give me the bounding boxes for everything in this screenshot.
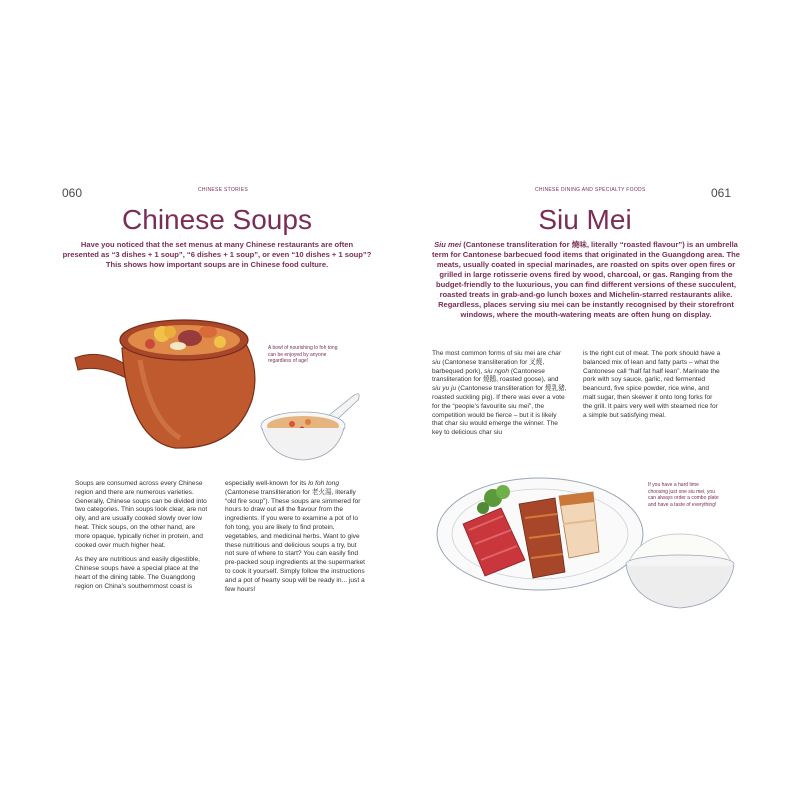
term-char-siu: char siu — [432, 350, 561, 366]
left-column-1 — [75, 480, 210, 598]
text-run: (Cantonese transliteration for 老火湯, literally “old fire soup”). These soups are simmered for hours to draw out all the flavour from the ingredients. If you were to examine a pot of lo foh tong, you are likely to find protein, vegetables, and medicinal herbs. Want to give these nutritious and delicious soups a try, but not sure of where to start? You can easily find pre-packed soup ingredients at the supermarket to cook it yourself. Simply follow the instructions and a pot of hearty soup will be ready in... just a few hours! — [225, 488, 366, 593]
siu-mei-image-caption: If you have a hard time choosing just one siu mei, you can always order a combo plate and have a taste of everything! — [648, 482, 719, 508]
intro-chinese-soups: Have you noticed that the set menus at many Chinese restaurants are often presented as “3 dishes + 1 soup”, “6 dishes + 1 soup”, or even “10 dishes + 1 soup”? This shows how important soups are in Chinese food culture. — [62, 240, 372, 269]
text-run: (Cantonese transliteration for 叉燒, barbequed pork), — [432, 358, 545, 375]
page-title-chinese-soups: Chinese Soups — [122, 204, 312, 235]
right-column-2: is the right cut of meat. The pork should have a balanced mix of lean and fatty parts – what the Cantonese call “half fat half lean”. Marinate the pork with soy sauce, garlic, red fermented beancurd, five spice powder, rice wine, and malt sugar, then skewer it onto long forks for the grill. It pairs very well with steamed rice for a simple but satisfying meal. — [583, 350, 721, 419]
text-run: (Cantonese transliteration for 燒鵝, roasted goose), and — [432, 367, 559, 384]
page-number-left: 060 — [62, 186, 83, 200]
running-head-right: CHINESE DINING AND SPECIALTY FOODS — [535, 187, 646, 193]
intro-siu-mei — [430, 240, 742, 320]
siu-mei-plate-illustration — [433, 468, 648, 598]
soup-bowl-illustration — [258, 384, 368, 464]
clay-pot-soup-illustration — [70, 300, 270, 460]
term-siu-ngoh: siu ngoh — [484, 367, 509, 375]
rice-bowl-illustration — [620, 528, 740, 612]
pot-handle — [75, 354, 130, 380]
right-column-1 — [432, 350, 567, 438]
text-run: (Cantonese transliteration for 燒乳豬, roasted suckling pig). If there was ever a vote for the “people’s favourite siu mei”, the competition would be fierce – but it is likely that char siu would emerge the winner. The key to delicious char siu — [432, 385, 567, 437]
paragraph: Soups are consumed across every Chinese region and there are numerous varieties. Generally, Chinese soups can be divided into two categories. Thin soups look clear, are not oily, and are usually cooked slowly over low heat. Thick soups, on the other hand, are more opaque, typically richer in protein, and cooked over much higher heat. — [75, 480, 208, 549]
soup-image-caption: A bowl of nourishing lo foh tong can be enjoyed by anyone regardless of age! — [268, 345, 338, 365]
text-run: especially well-known for its — [225, 480, 309, 487]
text-run: The most common forms of siu mei are — [432, 350, 549, 357]
left-column-2 — [225, 480, 365, 594]
term-lo-foh-tong: lo foh tong — [308, 480, 339, 487]
bowl-body — [262, 428, 344, 460]
page-number-right: 061 — [711, 186, 732, 200]
running-head-left: CHINESE STORIES — [198, 187, 248, 193]
page-title-siu-mei: Siu Mei — [538, 204, 632, 235]
term-siu-mei: Siu mei — [434, 240, 462, 249]
bowl-body — [626, 566, 734, 608]
paragraph: As they are nutritious and easily digestible, Chinese soups have a special place at the heart of the dining table. The Guangdong region on China’s southernmost coast is — [75, 556, 200, 590]
term-siu-yu-ju: siu yu ju — [432, 385, 457, 393]
text-run: (Cantonese transliteration for 燒味, literally “roasted flavour”) is an umbrella term for Cantonese barbecued food items that originated in the Guangdong area. The meats, usually coated in special marinades, are roasted on spits over open fires or grilled in large rotisserie ovens fired by wood, charcoal, or gas. Ranging from the budget-friendly to the luxurious, you can find different versions of these succulent, roasted treats in grab-and-go lunch boxes and Michelin-starred restaurants alike. Regardless, places serving siu mei can be instantly recognised by their storefront windows, where the mouth-watering meats are often hung on display. — [431, 240, 740, 319]
